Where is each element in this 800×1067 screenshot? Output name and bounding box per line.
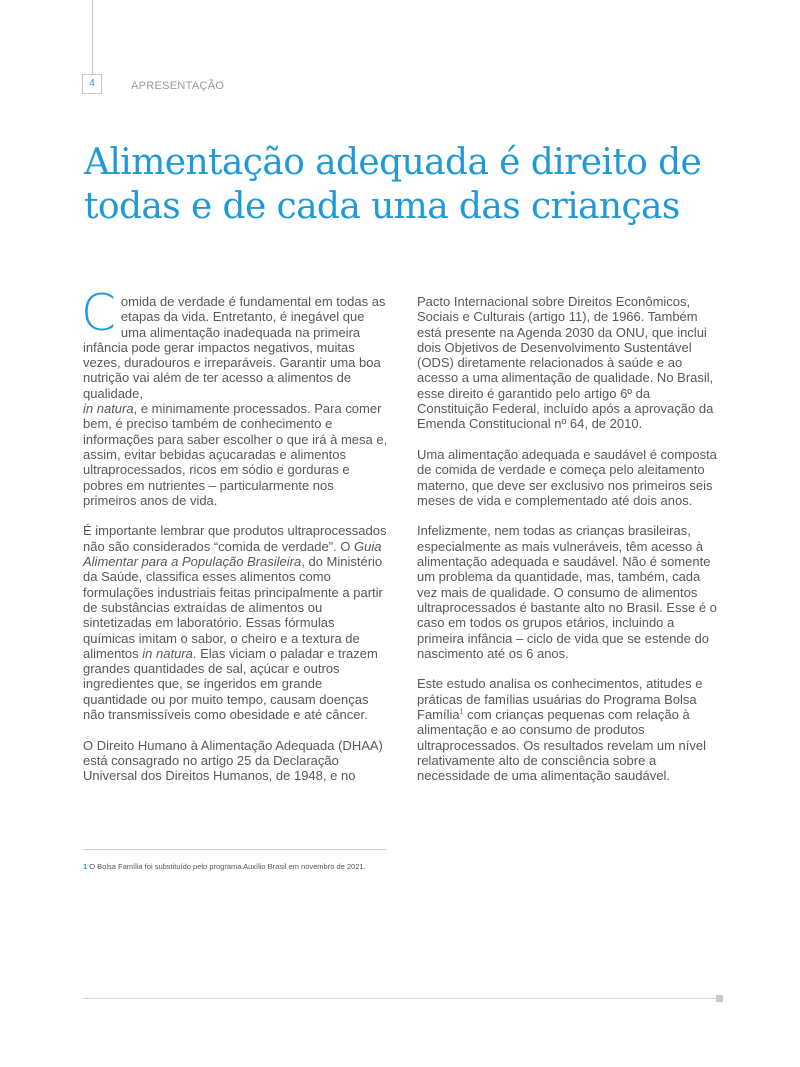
left-p2-italic1: Guia Alimentar para a População Brasileira <box>83 538 382 570</box>
header-vertical-rule <box>92 0 93 74</box>
left-p2-text1: É importante lembrar que produtos ultraprocessados não são considerados “comida de verdade”. O <box>83 523 387 554</box>
left-p1-italic: in natura <box>83 401 134 417</box>
bottom-square-marker <box>716 995 723 1002</box>
right-column <box>417 294 723 799</box>
left-column <box>81 284 389 799</box>
left-p2-text3: . Elas viciam o paladar e trazem grandes quantidades de sal, açúcar e outros ingredientes que, se ingeridos em grande quantidade ou por muito tempo, causam doenças não transmissíveis como obesidade e até câncer. <box>83 645 378 723</box>
footnote-text: O Bolsa Família foi substituído pelo programa Auxílio Brasil em novembro de 2021. <box>87 862 366 871</box>
left-p2-text2: , do Ministério da Saúde, classifica esses alimentos como formulações industriais feitas principalmente a partir de substâncias extraídas de alimentos ou sintetizadas em laboratório. Essas fórmulas químicas imitam o sabor, o cheiro e a textura de alimentos <box>83 554 383 661</box>
title-line-2: todas e de cada uma das crianças <box>84 186 680 227</box>
footnote-number: 1 <box>83 862 88 871</box>
right-paragraph-1: Pacto Internacional sobre Direitos Econômicos, Sociais e Culturais (artigo 11), de 1966. Também está presente na Agenda 2030 da ONU, que inclui dois Objetivos de Desenvolvimento Sustentável (ODS) diretamente relacionados à saúde e ao acesso a uma alimentação de qualidade. No Brasil, esse direito é garantido pelo artigo 6º da Constituição Federal, incluído após a aprovação da Emenda Constitucional nº 64, de 2010. <box>417 294 714 432</box>
title-line-1: Alimentação adequada é direito de <box>84 142 702 183</box>
drop-cap: C <box>81 284 116 342</box>
right-p4-text2: com crianças pequenas com relação à alimentação e ao consumo de produtos ultraprocessados. Os resultados revelam um nível relativamente alto de consciência sobre a necessidade de uma alimentação saudável. <box>417 707 707 784</box>
page-title <box>84 141 764 229</box>
left-p1-text2: , e minimamente processados. Para comer bem, é preciso também de conhecimento e informações para saber escolher o que irá à mesa e, assim, evitar bebidas açucaradas e alimentos ultraprocessados, ricos em sódio e gorduras e pobres em nutrientes – particularmente nos primeiros anos de vida. <box>83 401 388 508</box>
right-p4-text1: Este estudo analisa os conhecimentos, atitudes e práticas de famílias usuárias do Programa Bolsa Família <box>417 676 703 723</box>
left-paragraph-1 <box>81 284 389 508</box>
right-paragraph-3: Infelizmente, nem todas as crianças brasileiras, especialmente as mais vulneráveis, têm acesso à alimentação adequada e saudável. Não é somente um problema da quantidade, mas, também, cada vez mais de qualidade. O consumo de alimentos ultraprocessados é bastante alto no Brasil. Esse é o caso em todos os grupos etários, incluindo a primeira infância – ciclo de vida que se estende do nascimento até os 6 anos. <box>417 523 717 661</box>
right-paragraph-2: Uma alimentação adequada e saudável é composta de comida de verdade e começa pelo aleitamento materno, que deve ser exclusivo nos primeiros seis meses de vida e complementado até dois anos. <box>417 446 717 508</box>
left-p1-text: omida de verdade é fundamental em todas as etapas da vida. Entretanto, é inegável que uma alimentação inadequada na primeira infância pode gerar impactos negativos, muitas vezes, duradouros e irreparáveis. Garantir uma boa nutrição vai além de ter acesso a alimentos de qualidade, <box>83 294 386 401</box>
section-label: APRESENTAÇÃO <box>131 80 225 92</box>
left-p2-italic2: in natura <box>142 645 193 661</box>
page-number: 4 <box>82 74 102 94</box>
footnote-ref[interactable]: 1 <box>459 708 464 716</box>
bottom-rule <box>83 998 720 999</box>
footnote-rule <box>83 849 386 850</box>
left-paragraph-3: O Direito Humano à Alimentação Adequada (DHAA) está consagrado no artigo 25 da Declaração Universal dos Direitos Humanos, de 1948, e no <box>83 737 383 784</box>
footnote <box>83 862 366 871</box>
left-paragraph-2 <box>83 523 389 722</box>
right-paragraph-4 <box>417 676 723 783</box>
